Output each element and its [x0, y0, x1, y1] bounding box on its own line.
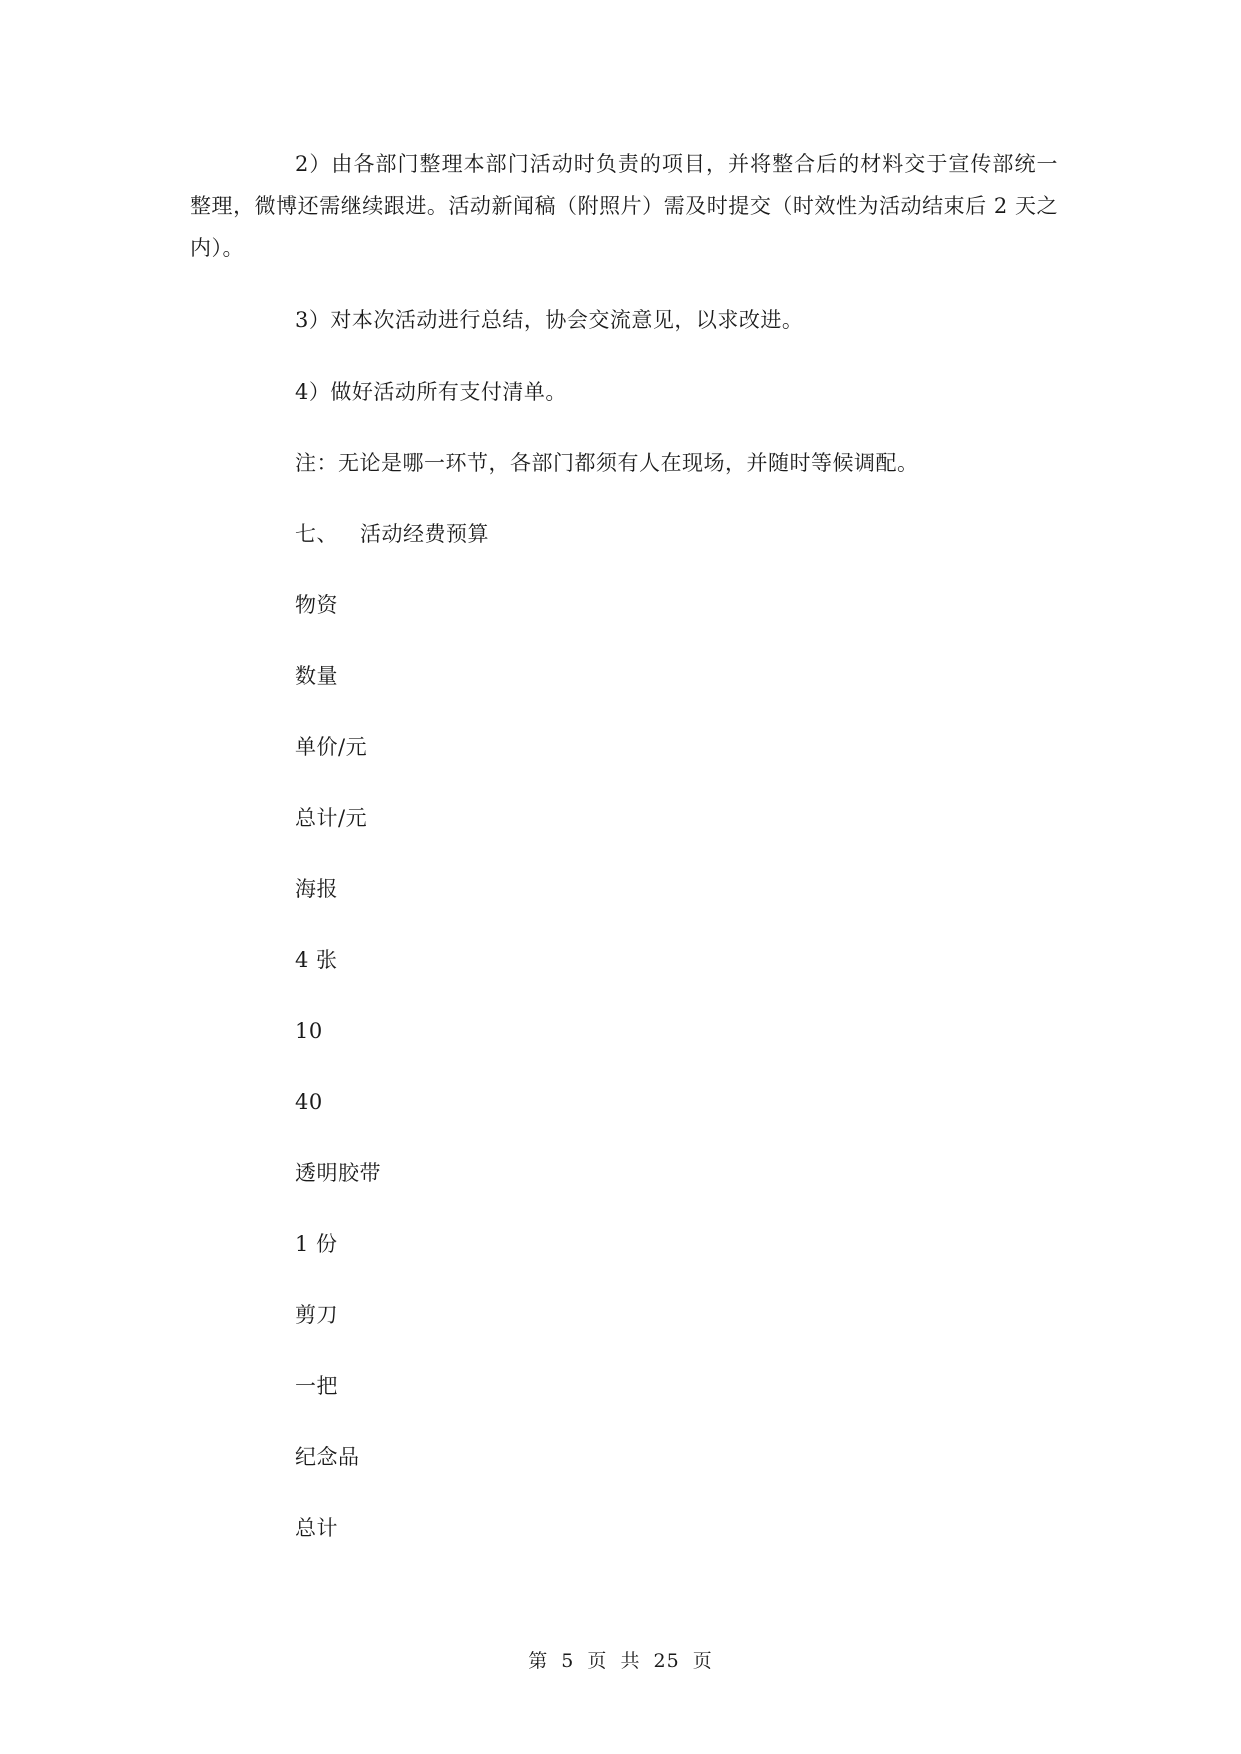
- budget-line: 数量: [295, 664, 338, 688]
- budget-line: 1 份: [295, 1232, 338, 1256]
- budget-line: 海报: [295, 877, 338, 901]
- budget-line: 透明胶带: [295, 1161, 381, 1185]
- budget-line: 物资: [295, 593, 338, 617]
- footer-suffix: 页: [692, 1650, 713, 1672]
- budget-line: 总计: [295, 1516, 338, 1540]
- section-number: 七、: [295, 522, 338, 546]
- budget-line: 纪念品: [295, 1445, 360, 1469]
- budget-line: 单价/元: [295, 735, 368, 759]
- footer-page-word: 页: [587, 1650, 608, 1672]
- paragraph-step-3: 3）对本次活动进行总结，协会交流意见，以求改进。: [295, 308, 804, 332]
- footer-total-word: 共: [620, 1650, 641, 1672]
- paragraph-step-4: 4）做好活动所有支付清单。: [295, 380, 567, 404]
- budget-line: 40: [295, 1090, 323, 1114]
- page-footer: [0, 1646, 1241, 1676]
- section-heading: [295, 519, 489, 549]
- budget-line: 10: [295, 1019, 323, 1043]
- budget-line: 4 张: [295, 948, 338, 972]
- footer-current-page: 5: [561, 1650, 575, 1672]
- budget-line: 一把: [295, 1374, 338, 1398]
- footer-total-pages: 25: [653, 1650, 680, 1672]
- budget-line: 总计/元: [295, 806, 368, 830]
- paragraph-note: 注：无论是哪一环节，各部门都须有人在现场，并随时等候调配。: [295, 451, 919, 475]
- paragraph-step-2: 2）由各部门整理本部门活动时负责的项目，并将整合后的材料交于宣传部统一整理，微博还需继续跟进。活动新闻稿（附照片）需及时提交（时效性为活动结束后 2 天之内）。: [190, 152, 1058, 260]
- budget-line: 剪刀: [295, 1303, 338, 1327]
- section-title: 活动经费预算: [360, 522, 489, 546]
- footer-prefix: 第: [528, 1650, 549, 1672]
